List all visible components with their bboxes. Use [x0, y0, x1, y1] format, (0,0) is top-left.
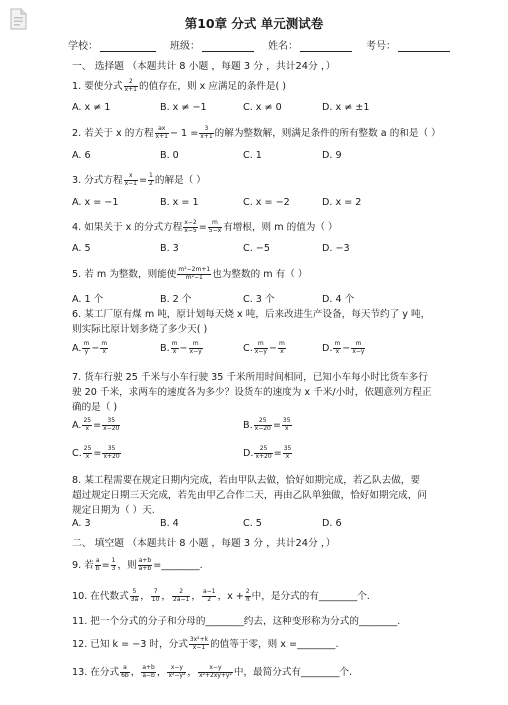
class-label: 班级：	[170, 41, 200, 52]
name-field	[268, 37, 352, 52]
q7-option-a[interactable]: A. $\frac{25}{x}$ = $\frac{35}{x-20}$	[72, 417, 120, 432]
q5-option-c[interactable]: C. 3 个	[243, 294, 275, 305]
question-6-line-1: 6. 某工厂原有煤 m 吨，原计划每天烧 x 吨，后来改进生产设备，每天节约了 y 吨，	[72, 309, 431, 320]
q1-option-b[interactable]: B. x ≠ −1	[160, 102, 207, 113]
q3-option-a[interactable]: A. x = −1	[72, 197, 119, 208]
question-4: 4. 如果关于 x 的分式方程 $\frac{x-2}{x-5}$ = $\frac{m}{5-x}$ 有增根，则 m 的值为（ ）	[72, 219, 338, 234]
question-8-line-3: 规定日期为（ ）天.	[72, 505, 155, 516]
school-field	[68, 37, 156, 52]
question-6-line-2: 则实际比原计划多烧了多少天( )	[72, 324, 208, 335]
school-label: 学校：	[68, 41, 98, 52]
q6-option-d[interactable]: D. $\frac{m}{x}$ − $\frac{m}{x-y}$	[322, 340, 365, 355]
question-9: 9. 若 $\frac{a}{b}$ = $\frac{1}{3}$ ，则 $\frac{a+b}{a+b}$ =________.	[72, 557, 203, 572]
page-title: 第10章 分式 单元测试卷	[184, 16, 324, 31]
q1-option-a[interactable]: A. x ≠ 1	[72, 102, 111, 113]
q6-option-c[interactable]: C. $\frac{m}{x-y}$ − $\frac{m}{x}$	[243, 340, 285, 355]
q8-option-c[interactable]: C. 5	[243, 518, 262, 529]
q7-option-d[interactable]: D. $\frac{25}{x+20}$ = $\frac{35}{x}$	[243, 445, 292, 460]
question-3: 3. 分式方程 $\frac{x}{x-1}$ = $\frac{1}{2}$ 的解是（ ）	[72, 172, 206, 187]
school-blank	[100, 40, 156, 52]
class-field	[170, 37, 254, 52]
question-7-line-3: 确的是（ )	[72, 402, 118, 413]
question-10: 10. 在代数式 $\frac{5}{3a}$ ， $\frac{7}{10}$ ， $\frac{2}{2a-1}$ ， $\frac{a-1}{2}$ ，x + $\frac{2}{\pi}$ 中，是分式的有________个.	[72, 588, 370, 603]
q2-option-a[interactable]: A. 6	[72, 150, 91, 161]
question-8-line-2: 超过规定日期三天完成，若先由甲乙合作二天，再由乙队单独做，恰好如期完成，问	[72, 490, 427, 501]
exam-no-label: 考号：	[366, 41, 396, 52]
q4-option-a[interactable]: A. 5	[72, 243, 91, 254]
q5-option-a[interactable]: A. 1 个	[72, 294, 104, 305]
question-13: 13. 在分式 $\frac{a}{6b}$ ， $\frac{a+b}{a-b}$ ， $\frac{x-y}{\text{x²−y²}}$ ， $\frac{x-y}{\text{x²+2xy+y²}}$ 中，最简分式有________个.	[72, 664, 353, 679]
q7-option-b[interactable]: B. $\frac{25}{x-20}$ = $\frac{35}{x}$	[243, 417, 291, 432]
student-info-row	[68, 37, 464, 52]
question-7-line-2: 驶 20 千米，求两车的速度各为多少？设货车的速度为 x 千米/小时，依题意列方程正	[72, 387, 432, 398]
name-label: 姓名：	[268, 41, 298, 52]
question-12: 12. 已知 k = −3 时，分式 $\frac{\text{3x²+k}}{x-1}$ 的值等于零，则 x =________.	[72, 636, 339, 651]
exam-no-field	[366, 37, 450, 52]
q4-option-d[interactable]: D. −3	[322, 243, 350, 254]
question-8-line-1: 8. 某工程需要在规定日期内完成，若由甲队去做，恰好如期完成，若乙队去做，要	[72, 475, 420, 486]
section-choice-heading: 一、 选择题 （本题共计 8 小题 ，每题 3 分 ，共计24分 ，）	[72, 61, 336, 72]
q8-option-a[interactable]: A. 3	[72, 518, 91, 529]
question-11: 11. 把一个分式的分子和分母的________约去，这种变形称为分式的________.	[72, 616, 401, 627]
q4-option-c[interactable]: C. −5	[243, 243, 270, 254]
q8-option-d[interactable]: D. 6	[322, 518, 342, 529]
q5-option-d[interactable]: D. 4 个	[322, 294, 355, 305]
question-1: 1. 要使分式 $\frac{2}{x+1}$ 的值存在，则 x 应满足的条件是( )	[72, 78, 287, 93]
question-7-line-1: 7. 货车行驶 25 千米与小车行驶 35 千米所用时间相同，已知小车每小时比货车多行	[72, 372, 428, 383]
q2-option-b[interactable]: B. 0	[160, 150, 179, 161]
fraction: $\frac{2}{x+1}$	[124, 78, 137, 93]
q3-option-d[interactable]: D. x = 2	[322, 197, 362, 208]
q3-option-c[interactable]: C. x = −2	[243, 197, 290, 208]
exam-no-blank	[398, 40, 450, 52]
q2-option-c[interactable]: C. 1	[243, 150, 262, 161]
class-blank	[202, 40, 254, 52]
q1-option-c[interactable]: C. x ≠ 0	[243, 102, 282, 113]
q3-option-b[interactable]: B. x = 1	[160, 197, 199, 208]
q5-option-b[interactable]: B. 2 个	[160, 294, 192, 305]
name-blank	[300, 40, 352, 52]
question-2: 2. 若关于 x 的方程 $\frac{ax}{x+1}$ − 1 = $\frac{3}{x+1}$ 的解为整数解，则满足条件的所有整数 a 的和是（ ）	[72, 125, 441, 140]
section-fill-heading: 二、 填空题 （本题共计 8 小题 ，每题 3 分 ，共计24分 ，）	[72, 538, 336, 549]
q7-option-c[interactable]: C. $\frac{25}{x}$ = $\frac{35}{x+20}$	[72, 445, 120, 460]
q6-option-a[interactable]: A. $\frac{m}{y}$ − $\frac{m}{x}$	[72, 340, 108, 355]
question-5: 5. 若 m 为整数，则能使 $\frac{\text{m²−2m+1}}{\text{m²−1}}$ 也为整数的 m 有（ ）	[72, 266, 308, 281]
q6-option-b[interactable]: B. $\frac{m}{x}$ − $\frac{m}{x-y}$	[160, 340, 202, 355]
q4-option-b[interactable]: B. 3	[160, 243, 179, 254]
q1-option-d[interactable]: D. x ≠ ±1	[322, 102, 370, 113]
q8-option-b[interactable]: B. 4	[160, 518, 179, 529]
q2-option-d[interactable]: D. 9	[322, 150, 342, 161]
